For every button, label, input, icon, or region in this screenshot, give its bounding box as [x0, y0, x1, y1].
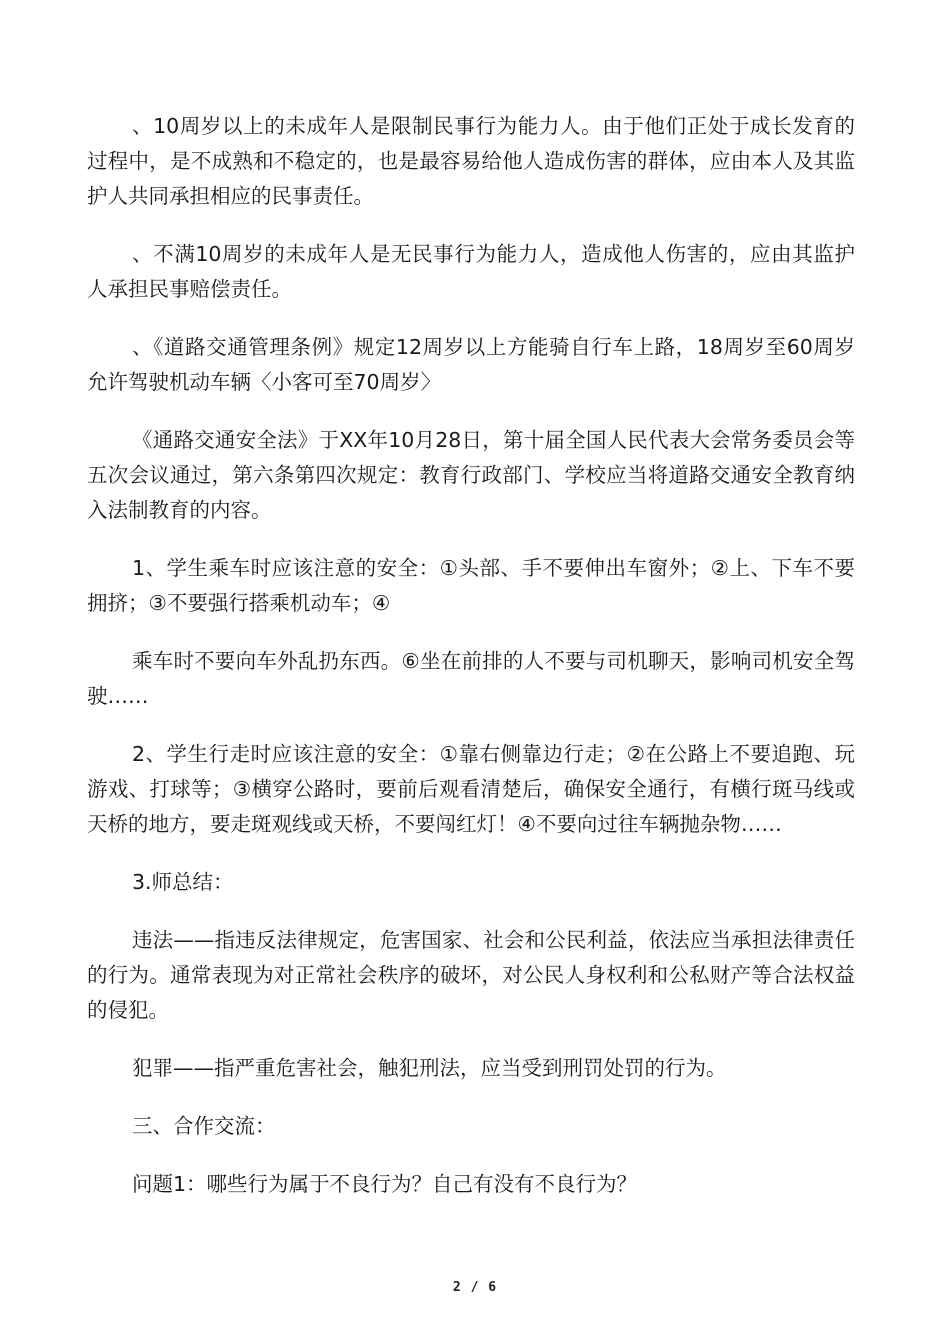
paragraph-teacher-summary: 3.师总结： [132, 870, 234, 894]
section-heading-cooperation: 三、合作交流： [132, 1114, 276, 1138]
paragraph-illegal-definition: 违法——指违反法律规定，危害国家、社会和公民利益，依法应当承担法律责任的行为。通常表现为对正常社会秩序的破坏，对公民人身权利和公私财产等合法权益的侵犯。 [87, 928, 855, 1022]
paragraph-riding-safety: 1、学生乘车时应该注意的安全：①头部、手不要伸出车窗外；②上、下车不要拥挤；③不要强行搭乘机动车；④ [87, 556, 855, 615]
paragraph-limited-capacity: 、10周岁以上的未成年人是限制民事行为能力人。由于他们正处于成长发育的过程中，是不成熟和不稳定的，也是最容易给他人造成伤害的群体，应由本人及其监护人共同承担相应的民事责任。 [87, 114, 855, 208]
paragraph-no-capacity: 、不满10周岁的未成年人是无民事行为能力人，造成他人伤害的，应由其监护人承担民事赔偿责任。 [87, 242, 855, 301]
paragraph-crime-definition: 犯罪——指严重危害社会，触犯刑法，应当受到刑罚处罚的行为。 [132, 1056, 727, 1080]
paragraph-riding-safety-cont: 乘车时不要向车外乱扔东西。⑥坐在前排的人不要与司机聊天，影响司机安全驾驶…… [87, 649, 855, 708]
paragraph-walking-safety: 2、学生行走时应该注意的安全：①靠右侧靠边行走；②在公路上不要追跑、玩游戏、打球等；③横穿公路时，要前后观看清楚后，确保安全通行，有横行斑马线或天桥的地方，要走斑观线或天桥，不要闯红灯！④不要向过往车辆抛杂物…… [87, 742, 855, 836]
paragraph-question-1: 问题1：哪些行为属于不良行为？自己有没有不良行为？ [132, 1172, 638, 1196]
paragraph-traffic-safety-law: 《通路交通安全法》于XX年10月28日，第十届全国人民代表大会常务委员会等五次会议通过，第六条第四次规定：教育行政部门、学校应当将道路交通安全教育纳入法制教育的内容。 [87, 428, 855, 522]
page-number: 2 / 6 [452, 1280, 498, 1295]
paragraph-traffic-regulation: 、《道路交通管理条例》规定12周岁以上方能骑自行车上路，18周岁至60周岁允许驾驶机动车辆〈小客可至70周岁〉 [87, 335, 855, 394]
document-body [87, 109, 855, 1225]
